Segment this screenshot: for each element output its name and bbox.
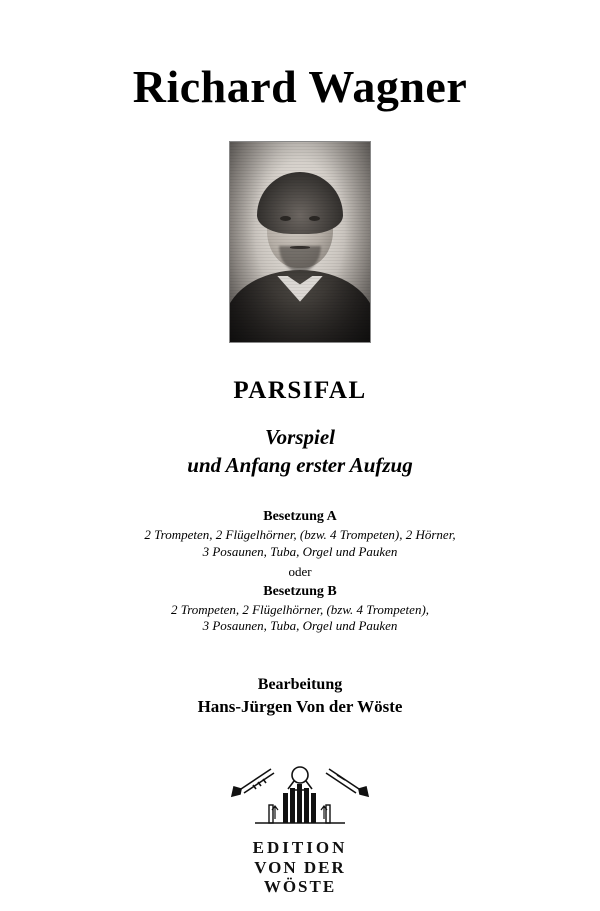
instrumentation-heading-b: Besetzung B	[263, 583, 337, 599]
composer-portrait-image	[229, 141, 371, 343]
instrumentation-block	[0, 509, 600, 634]
instrumentation-line-a1: 2 Trompeten, 2 Flügelhörner, (bzw. 4 Trompeten), 2 Hörner,	[144, 527, 456, 543]
publisher-line-2: VON DER WÖSTE	[254, 857, 346, 897]
arrangement-label: Bearbeitung	[257, 676, 343, 694]
publisher-name	[225, 838, 375, 897]
instrumentation-heading-a: Besetzung A	[263, 509, 337, 525]
publisher-line-1: EDITION	[252, 838, 348, 858]
composer-name: Richard Wagner	[132, 61, 468, 112]
publisher-logo	[225, 763, 375, 897]
subtitle-line-1: Vorspiel	[264, 424, 335, 449]
portrait-vignette	[230, 142, 370, 342]
publisher-logo-container	[0, 763, 600, 897]
instrumentation-line-b1: 2 Trompeten, 2 Flügelhörner, (bzw. 4 Trompeten),	[170, 601, 430, 617]
work-title: PARSIFAL	[233, 376, 367, 404]
instrumentation-connector: oder	[288, 563, 312, 579]
title-page	[0, 62, 600, 911]
instrumentation-line-a2: 3 Posaunen, Tuba, Orgel und Pauken	[202, 543, 398, 559]
brass-instruments-and-organ-pipes-icon	[225, 763, 375, 833]
portrait-container	[0, 141, 600, 343]
work-subtitle	[0, 423, 600, 480]
arranger-name: Hans-Jürgen Von der Wöste	[197, 697, 403, 717]
arrangement-block	[0, 676, 600, 717]
instrumentation-line-b2: 3 Posaunen, Tuba, Orgel und Pauken	[202, 618, 398, 634]
subtitle-line-2: und Anfang erster Aufzug	[187, 452, 413, 477]
